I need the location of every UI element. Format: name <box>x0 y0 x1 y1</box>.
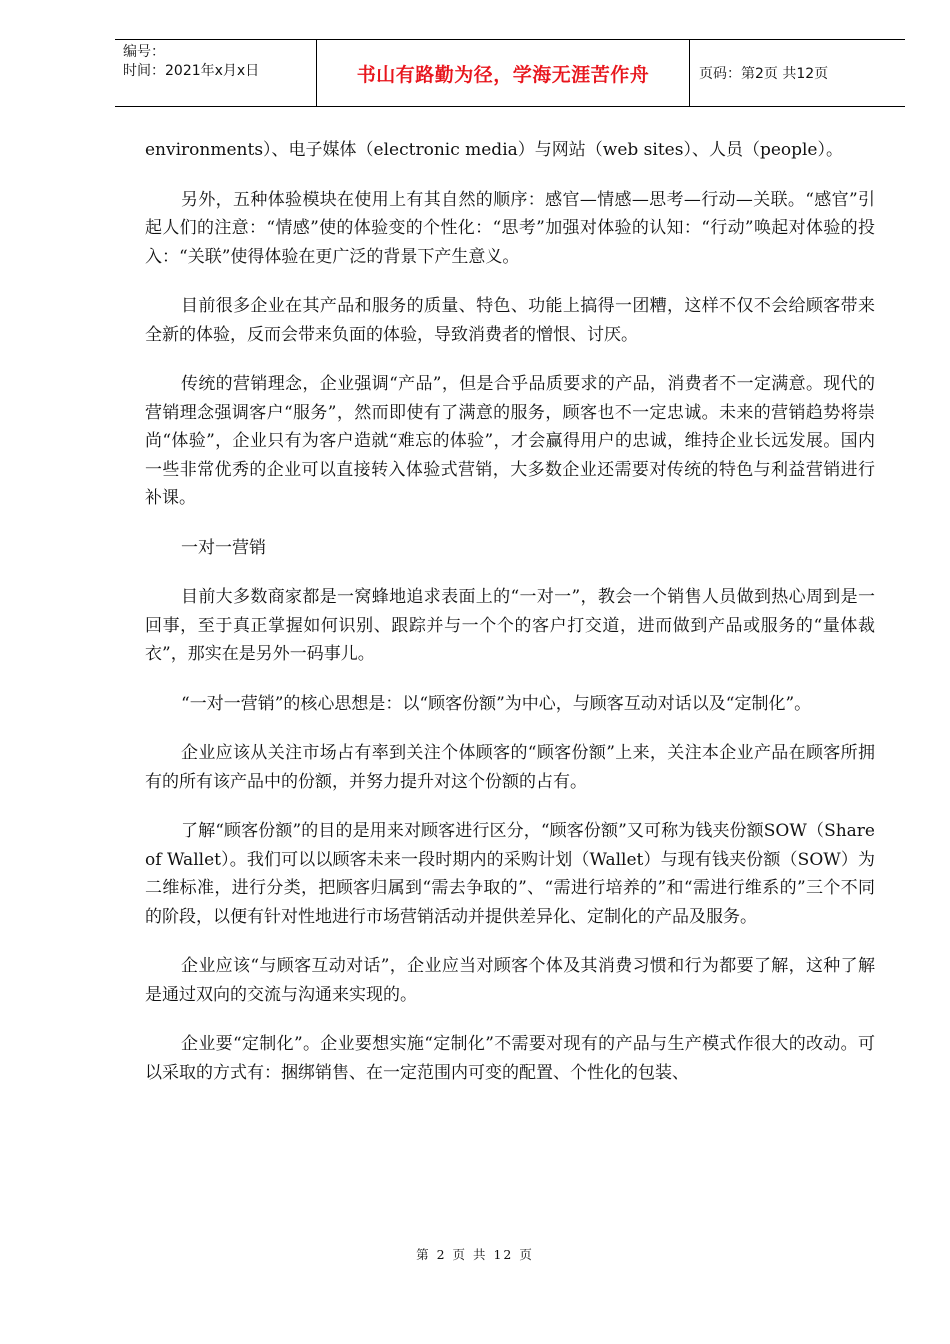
paragraph-11: 企业要“定制化”。企业要想实施“定制化”不需要对现有的产品与生产模式作很大的改动。可以采取的方式有：捆绑销售、在一定范围内可变的配置、个性化的包装、 <box>145 1034 875 1083</box>
document-time-label: 时间：2021年x月x日 <box>123 63 260 79</box>
header-page-number: 页码：第2页 共12页 <box>699 66 829 82</box>
paragraph-3: 目前很多企业在其产品和服务的质量、特色、功能上搞得一团糟，这样不仅不会给顾客带来全新的体验，反而会带来负面的体验，导致消费者的憎恨、讨厌。 <box>145 296 875 345</box>
paragraph-2: 另外，五种体验模块在使用上有其自然的顺序：感官—情感—思考—行动—关联。“感官”引起人们的注意：“情感”使的体验变的个性化：“思考”加强对体验的认知：“行动”唤起对体验的投入：“关联”使得体验在更广泛的背景下产生意义。 <box>145 189 875 267</box>
page-header <box>115 39 905 107</box>
header-slogan: 书山有路勤为径，学海无涯苦作舟 <box>316 40 690 106</box>
document-number-label: 编号： <box>123 44 165 60</box>
paragraph-6: 目前大多数商家都是一窝蜂地追求表面上的“一对一”，教会一个销售人员做到热心周到是一回事，至于真正掌握如何识别、跟踪并与一个个的客户打交道，进而做到产品或服务的“量体裁衣”，那实在是另外一码事儿。 <box>145 587 875 664</box>
header-meta <box>115 40 316 106</box>
document-body <box>145 136 875 1108</box>
paragraph-4: 传统的营销理念，企业强调“产品”，但是合乎品质要求的产品，消费者不一定满意。现代的营销理念强调客户“服务”，然而即使有了满意的服务，顾客也不一定忠诚。未来的营销趋势将崇尚“体验”，企业只有为客户造就“难忘的体验”，才会赢得用户的忠诚，维持企业长远发展。国内一些非常优秀的企业可以直接转入体验式营销，大多数企业还需要对传统的特色与利益营销进行补课。 <box>145 374 875 508</box>
paragraph-7: “一对一营销”的核心思想是：以“顾客份额”为中心，与顾客互动对话以及“定制化”。 <box>181 693 812 714</box>
page-footer: 第 2 页 共 12 页 <box>416 1247 534 1262</box>
paragraph-9: 了解“顾客份额”的目的是用来对顾客进行区分，“顾客份额”又可称为钱夹份额SOW（Share of Wallet）。我们可以以顾客未来一段时期内的采购计划（Wallet）与现有钱夹份额（SOW）为二维标准，进行分类，把顾客归属到“需去争取的”、“需进行培养的”和“需进行维系的”三个不同的阶段，以便有针对性地进行市场营销活动并提供差异化、定制化的产品及服务。 <box>145 821 875 927</box>
paragraph-10: 企业应该“与顾客互动对话”，企业应当对顾客个体及其消费习惯和行为都要了解，这种了解是通过双向的交流与沟通来实现的。 <box>145 956 875 1005</box>
section-heading: 一对一营销 <box>181 537 266 558</box>
paragraph-8: 企业应该从关注市场占有率到关注个体顾客的“顾客份额”上来，关注本企业产品在顾客所拥有的所有该产品中的份额，并努力提升对这个份额的占有。 <box>145 743 875 792</box>
paragraph-1: environments）、电子媒体（electronic media）与网站（web sites）、人员（people）。 <box>145 140 843 160</box>
